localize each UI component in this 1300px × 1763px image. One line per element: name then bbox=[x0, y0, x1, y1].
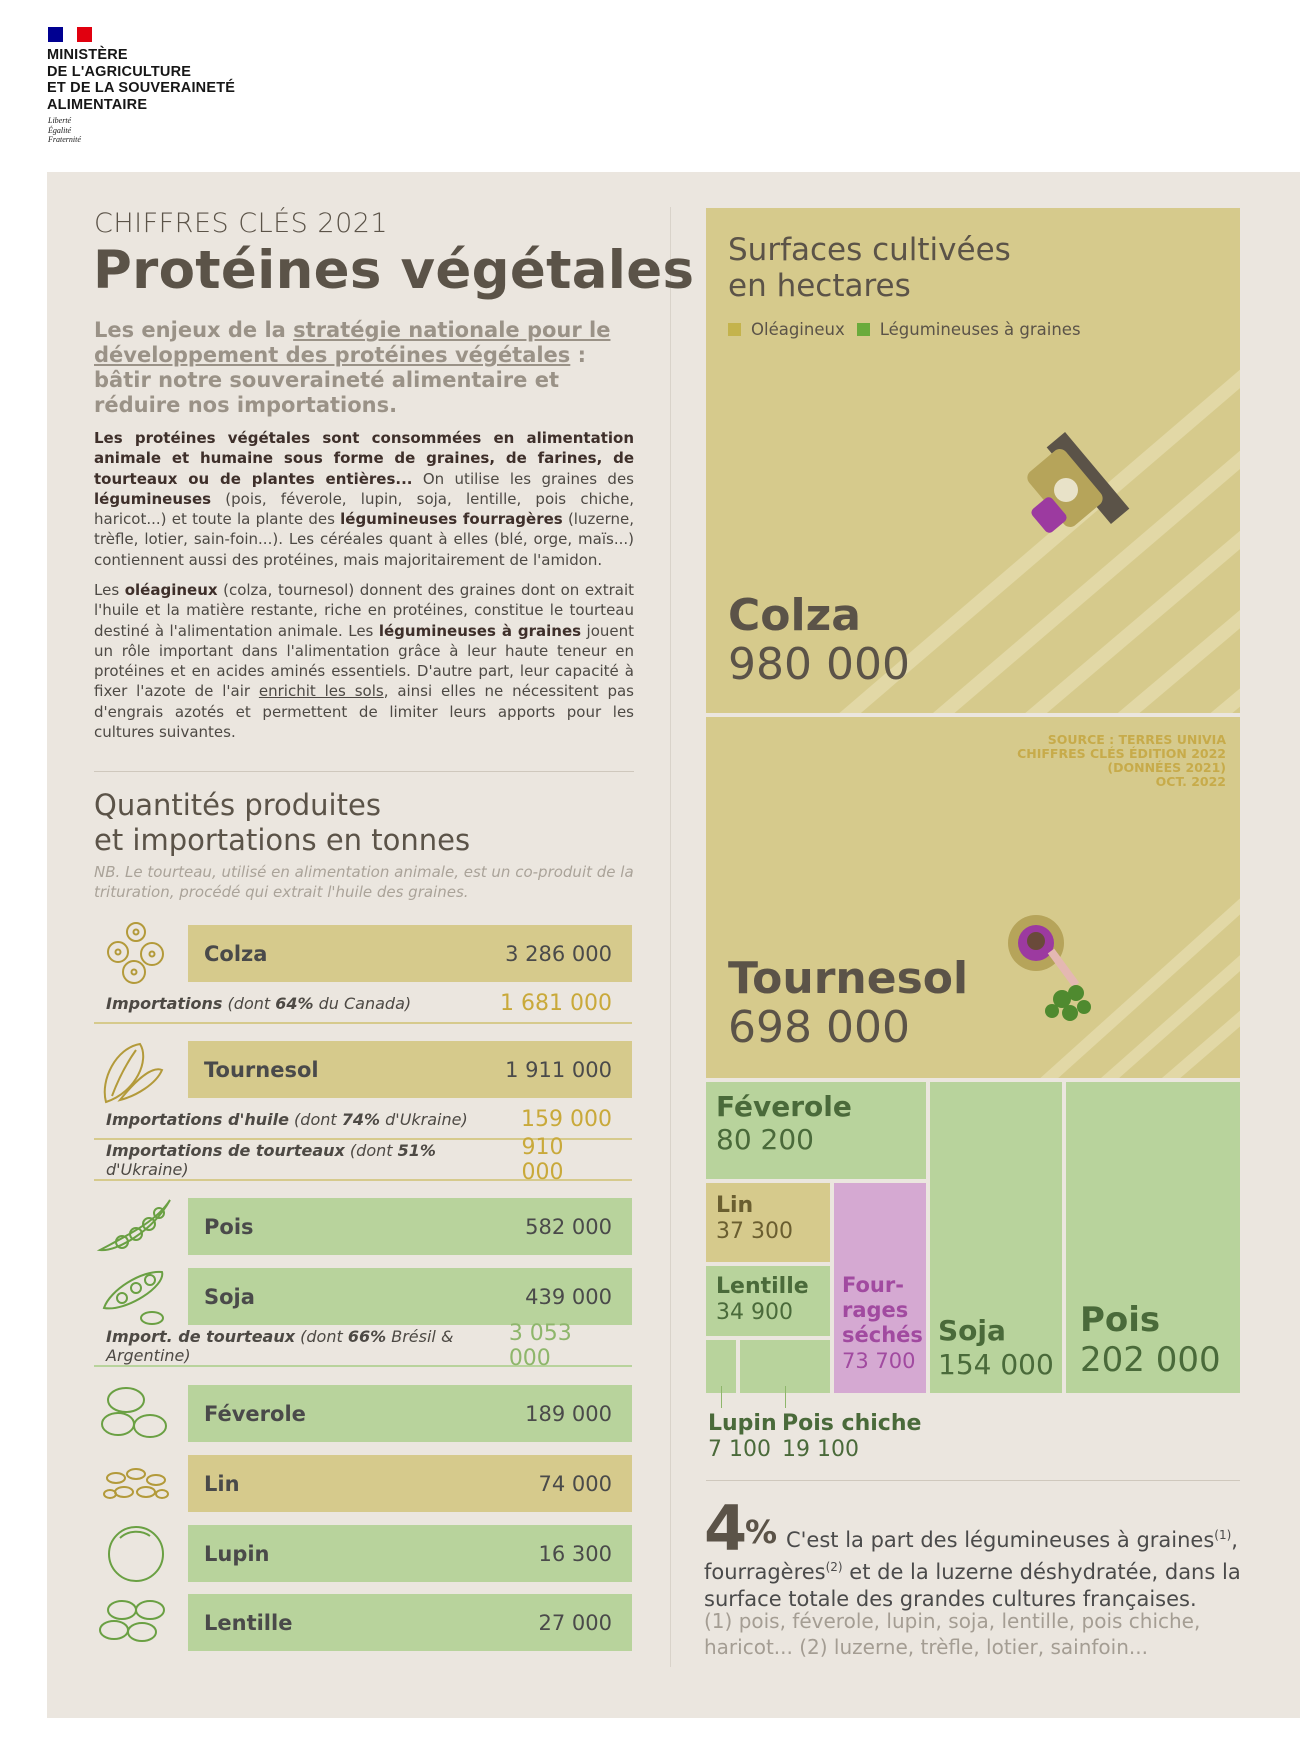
republique-flag-logo bbox=[48, 27, 92, 42]
import-row-tournesol-oil: Importations d'huile (dont 74% d'Ukraine) 159 000 bbox=[94, 1100, 632, 1140]
qty-row-tournesol: Tournesol 1 911 000 bbox=[188, 1041, 632, 1098]
stat-description: C'est la part des légumineuses à graines$^{(1)}$, fourragères$^{(2)}$ et de la luzerne déshydratée, dans la surface totale des grandes cultures françaises. bbox=[704, 1528, 1241, 1611]
treemap-cell-tournesol bbox=[706, 717, 1240, 1078]
pois-chiche-surface-label: Pois chiche 19 100 bbox=[782, 1411, 922, 1462]
republic-motto: Liberté Égalité Fraternité bbox=[48, 116, 81, 144]
flax-seed-icon bbox=[96, 1448, 176, 1518]
treemap-cell-lentille: Lentille 34 900 bbox=[706, 1266, 830, 1336]
intro-paragraph-2: Les oléagineux (colza, tournesol) donnent des graines dont on extrait l'huile et la matière restante, riche en protéines, constitue le tourteau destiné à l'alimentation animale. Les légumineuses à graines jouent un rôle important dans l'alimentation grâce à leur haute teneur en protéines et en acides aminés essentiels. D'autre part, leur capacité à fixer l'azote de l'air enrichit les sols, ainsi elles ne nécessitent pas d'engrais azotés et permettent de limiter leurs apports pour les cultures suivantes. bbox=[94, 581, 634, 742]
page-title: Protéines végétales bbox=[93, 240, 695, 301]
stat-percent-sign: % bbox=[745, 1513, 778, 1551]
lentil-icon bbox=[96, 1586, 176, 1656]
treemap-cell-colza bbox=[706, 208, 1240, 713]
import-row-tournesol-cake: Importations de tourteaux (dont 51% d'Ukraine) 910 000 bbox=[94, 1141, 632, 1181]
lupin-seed-icon bbox=[96, 1516, 176, 1586]
treemap-cell-pois: Pois 202 000 bbox=[1066, 1082, 1240, 1393]
import-row-soja: Import. de tourteaux (dont 66% Brésil & Argentine) 3 053 000 bbox=[94, 1327, 632, 1367]
stat-number: 4 bbox=[704, 1492, 748, 1565]
quantities-title: Quantités produites et importations en tonnes bbox=[94, 788, 471, 857]
farmer-illustration bbox=[996, 907, 1106, 1037]
tractor-illustration bbox=[1006, 418, 1146, 548]
tournesol-surface-label: Tournesol 698 000 bbox=[728, 953, 969, 1053]
faba-bean-icon bbox=[96, 1378, 176, 1448]
qty-row-lupin: Lupin 16 300 bbox=[188, 1525, 632, 1582]
soybean-pod-icon bbox=[96, 1260, 176, 1330]
strategy-link[interactable]: stratégie nationale pour le développement des protéines végétales bbox=[94, 318, 611, 367]
soil-link[interactable]: enrichit les sols bbox=[258, 682, 384, 701]
stat-divider bbox=[706, 1480, 1240, 1481]
lead-text: Les enjeux de la stratégie nationale pour le développement des protéines végétales : bâtir notre souveraineté alimentaire et réduire nos importations. bbox=[94, 318, 611, 417]
stat-footnote: (1) pois, féverole, lupin, soja, lentille, pois chiche, haricot... (2) luzerne, trèfle, lotier, sainfoin... bbox=[704, 1609, 1201, 1659]
lupin-surface-label: Lupin 7 100 bbox=[708, 1411, 777, 1462]
treemap-cell-lin: Lin 37 300 bbox=[706, 1183, 830, 1262]
qty-row-lin: Lin 74 000 bbox=[188, 1455, 632, 1512]
qty-row-soja: Soja 439 000 bbox=[188, 1268, 632, 1325]
import-row-colza: Importations (dont 64% du Canada) 1 681 000 bbox=[94, 984, 632, 1024]
surfaces-title: Surfaces cultivées en hectares bbox=[728, 232, 1011, 304]
qty-row-lentille: Lentille 27 000 bbox=[188, 1594, 632, 1651]
surfaces-legend: Oléagineux Légumineuses à graines bbox=[728, 320, 1081, 339]
lupin-leader-line bbox=[721, 1386, 722, 1408]
legend-swatch-legume bbox=[857, 323, 870, 336]
treemap-cell-soja: Soja 154 000 bbox=[930, 1082, 1062, 1393]
data-source: SOURCE : TERRES UNIVIA CHIFFRES CLÉS ÉDITION 2022 (DONNÉES 2021) OCT. 2022 bbox=[1017, 732, 1226, 789]
pea-pod-icon bbox=[96, 1192, 176, 1262]
kicker: CHIFFRES CLÉS 2021 bbox=[94, 208, 389, 239]
intro-paragraph-1: Les protéines végétales sont consommées en alimentation animale et humaine sous forme de graines, de farines, de tourteaux ou de plantes entières... On utilise les graines des légumineuses (pois, féverole, lupin, soja, lentille, pois chiche, haricot...) et toute la plante des légumineuses fourragères (luzerne, trèfle, lotier, sain-foin...). Les céréales quant à elles (blé, orge, maïs...) contiennent aussi des protéines, mais majoritairement de l'amidon. bbox=[94, 429, 634, 569]
column-divider bbox=[670, 207, 671, 1667]
qty-row-feverole: Féverole 189 000 bbox=[188, 1385, 632, 1442]
treemap-cell-feverole: Féverole 80 200 bbox=[706, 1082, 926, 1179]
legend-swatch-oil bbox=[728, 323, 741, 336]
qty-row-pois: Pois 582 000 bbox=[188, 1198, 632, 1255]
section-divider bbox=[94, 771, 634, 772]
colza-flower-icon bbox=[96, 918, 176, 988]
pois-chiche-leader-line bbox=[785, 1386, 786, 1408]
ministry-name: MINISTÈRE DE L'AGRICULTURE ET DE LA SOUVERAINETÉ ALIMENTAIRE bbox=[47, 47, 236, 113]
colza-surface-label: Colza 980 000 bbox=[728, 590, 910, 690]
qty-row-colza: Colza 3 286 000 bbox=[188, 925, 632, 982]
quantities-note: NB. Le tourteau, utilisé en alimentation animale, est un co-produit de la trituration, procédé qui extrait l'huile des graines. bbox=[94, 863, 634, 901]
treemap-cell-fourrages: Four- rages séchés 73 700 bbox=[834, 1183, 926, 1393]
